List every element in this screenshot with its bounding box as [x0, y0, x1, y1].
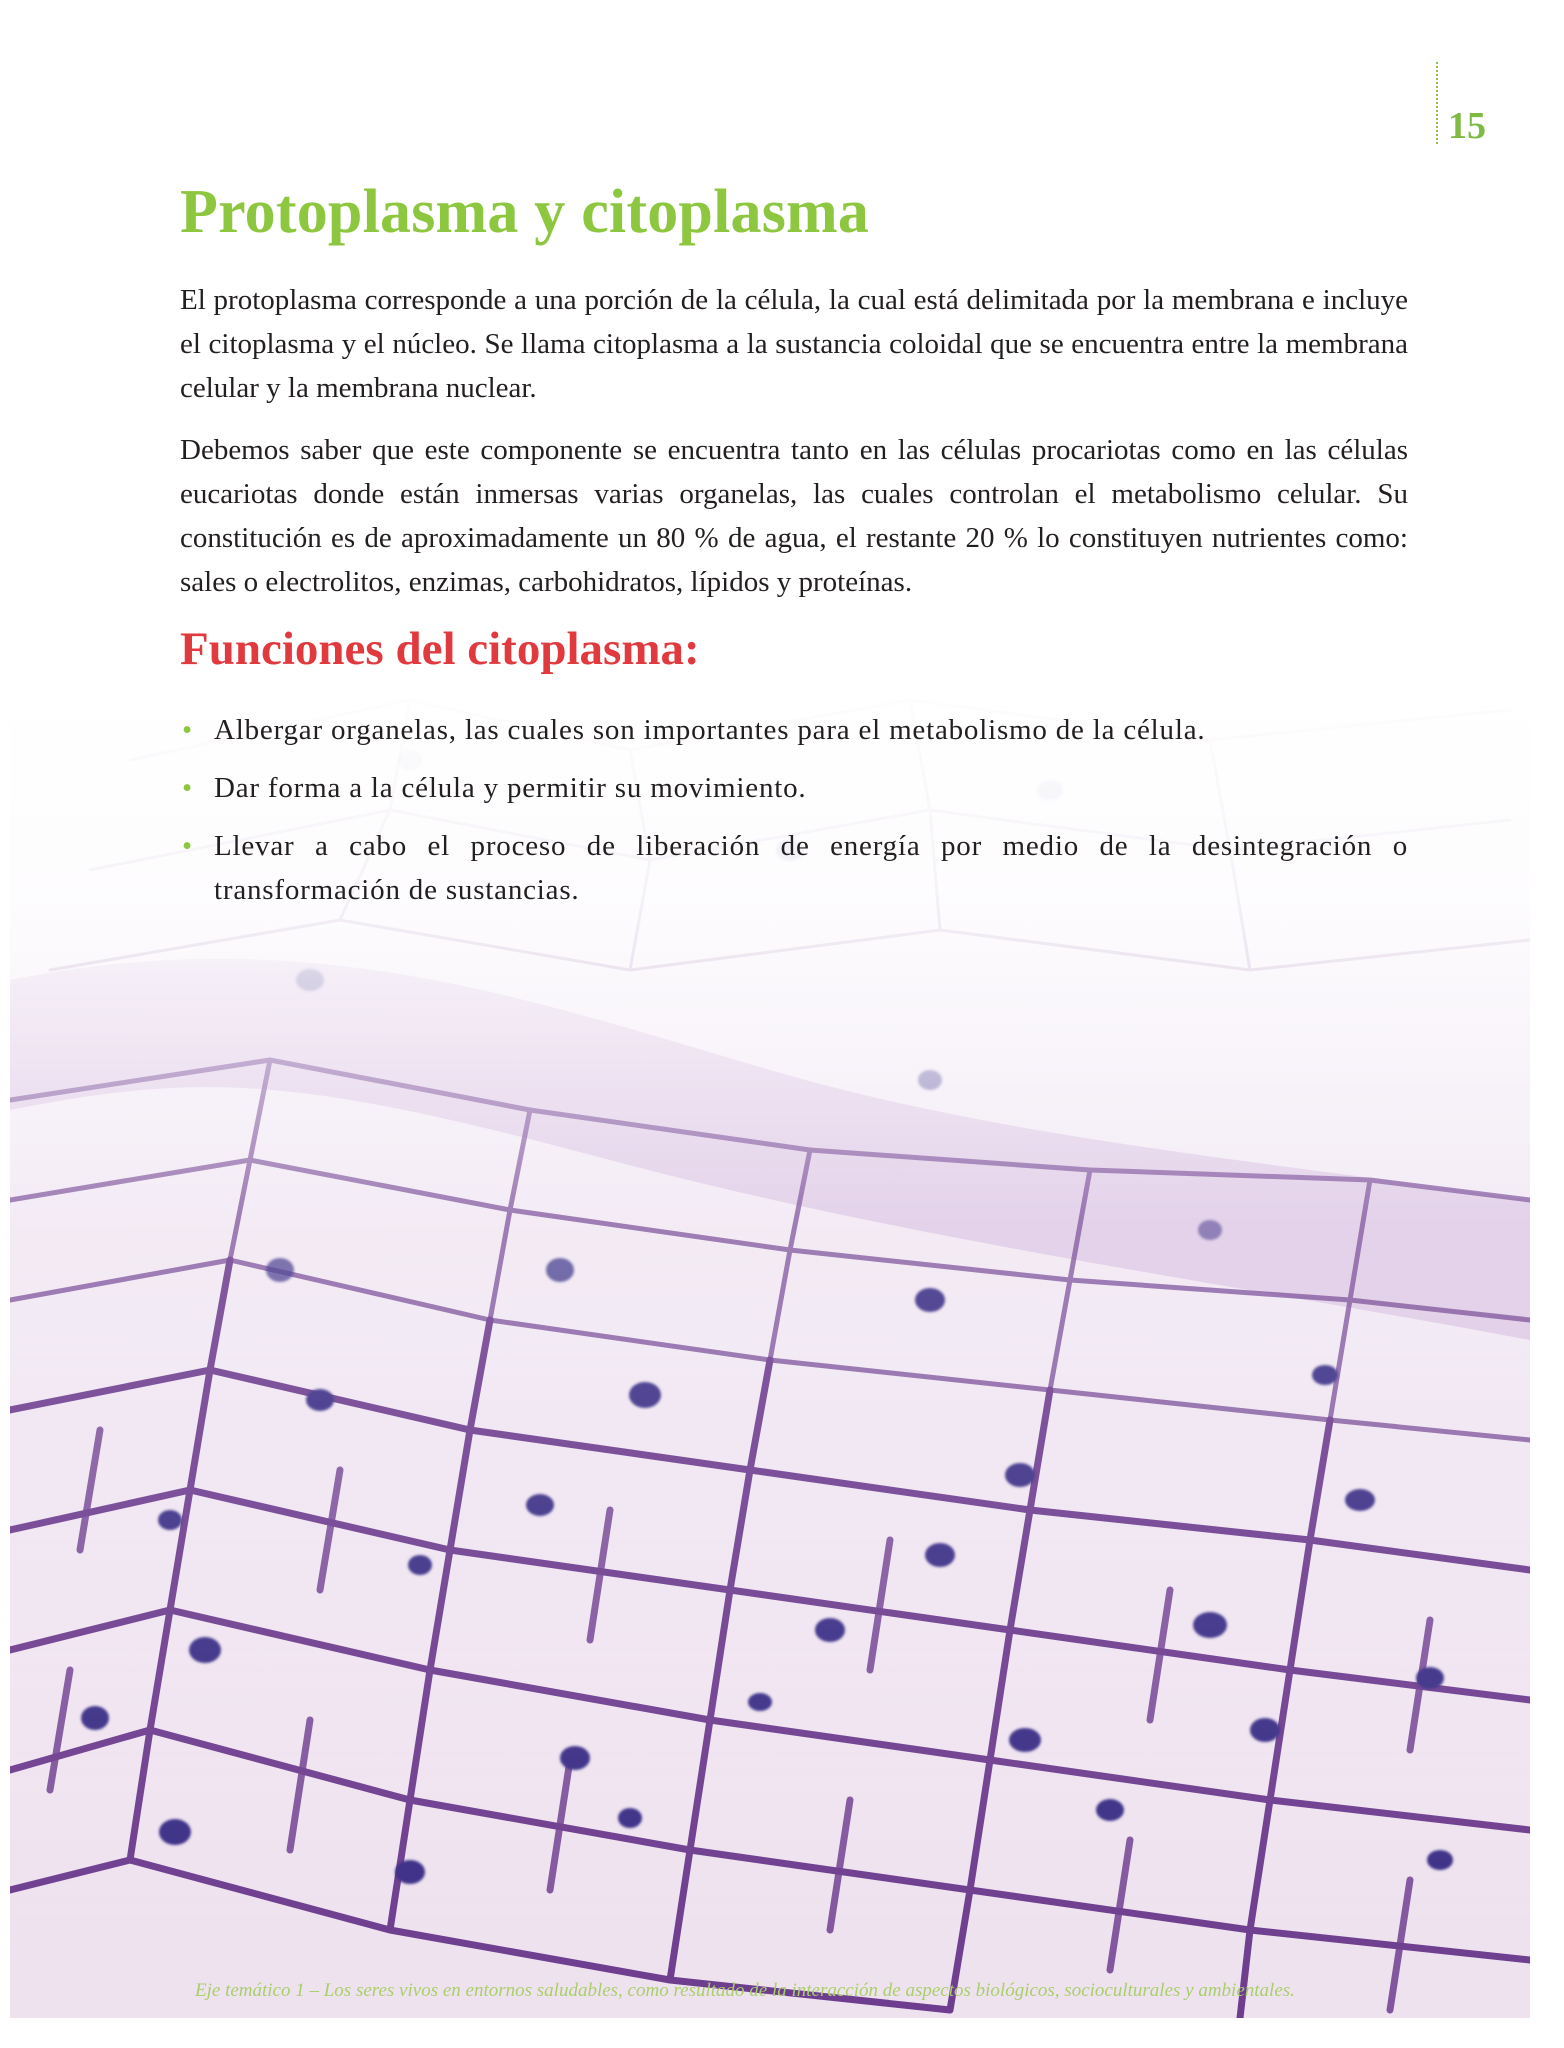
page-footer: Eje temático 1 – Los seres vivos en entornos saludables, como resultado de la interacción de aspectos biológicos, socioculturales y ambientales. — [195, 1980, 1295, 2001]
page-number-divider — [1436, 62, 1438, 144]
section-subtitle: Funciones del citoplasma: — [180, 623, 700, 675]
list-item — [180, 766, 1408, 810]
list-item-text: Llevar a cabo el proceso de liberación de energía por medio de la desintegración o transformación de sustancias. — [214, 830, 1408, 906]
paragraph-citoplasma-composition: Debemos saber que este componente se encuentra tanto en las células procariotas como en las células eucariotas donde están inmersas varias organelas, las cuales controlan el metabolismo celular. Su constitución es de aproximadamente un 80 % de agua, el restante 20 % lo constituyen nutrientes como: sales o electrolitos, enzimas, carbohidratos, lípidos y proteínas. — [180, 434, 1408, 598]
page-title: Protoplasma y citoplasma — [180, 178, 870, 246]
list-item-text: Albergar organelas, las cuales son importantes para el metabolismo de la célula. — [214, 714, 1206, 746]
list-item — [180, 824, 1408, 912]
functions-list — [180, 708, 1408, 926]
list-item — [180, 708, 1408, 752]
paragraph-protoplasma: El protoplasma corresponde a una porción de la célula, la cual está delimitada por la membrana e incluye el citoplasma y el núcleo. Se llama citoplasma a la sustancia coloidal que se encuentra entre la membrana celular y la membrana nuclear. — [180, 284, 1408, 404]
page-number: 15 — [1448, 105, 1486, 147]
list-item-text: Dar forma a la célula y permitir su movimiento. — [214, 772, 807, 804]
bullet-icon: • — [182, 830, 193, 862]
bullet-icon: • — [182, 714, 193, 746]
bullet-icon: • — [182, 772, 193, 804]
